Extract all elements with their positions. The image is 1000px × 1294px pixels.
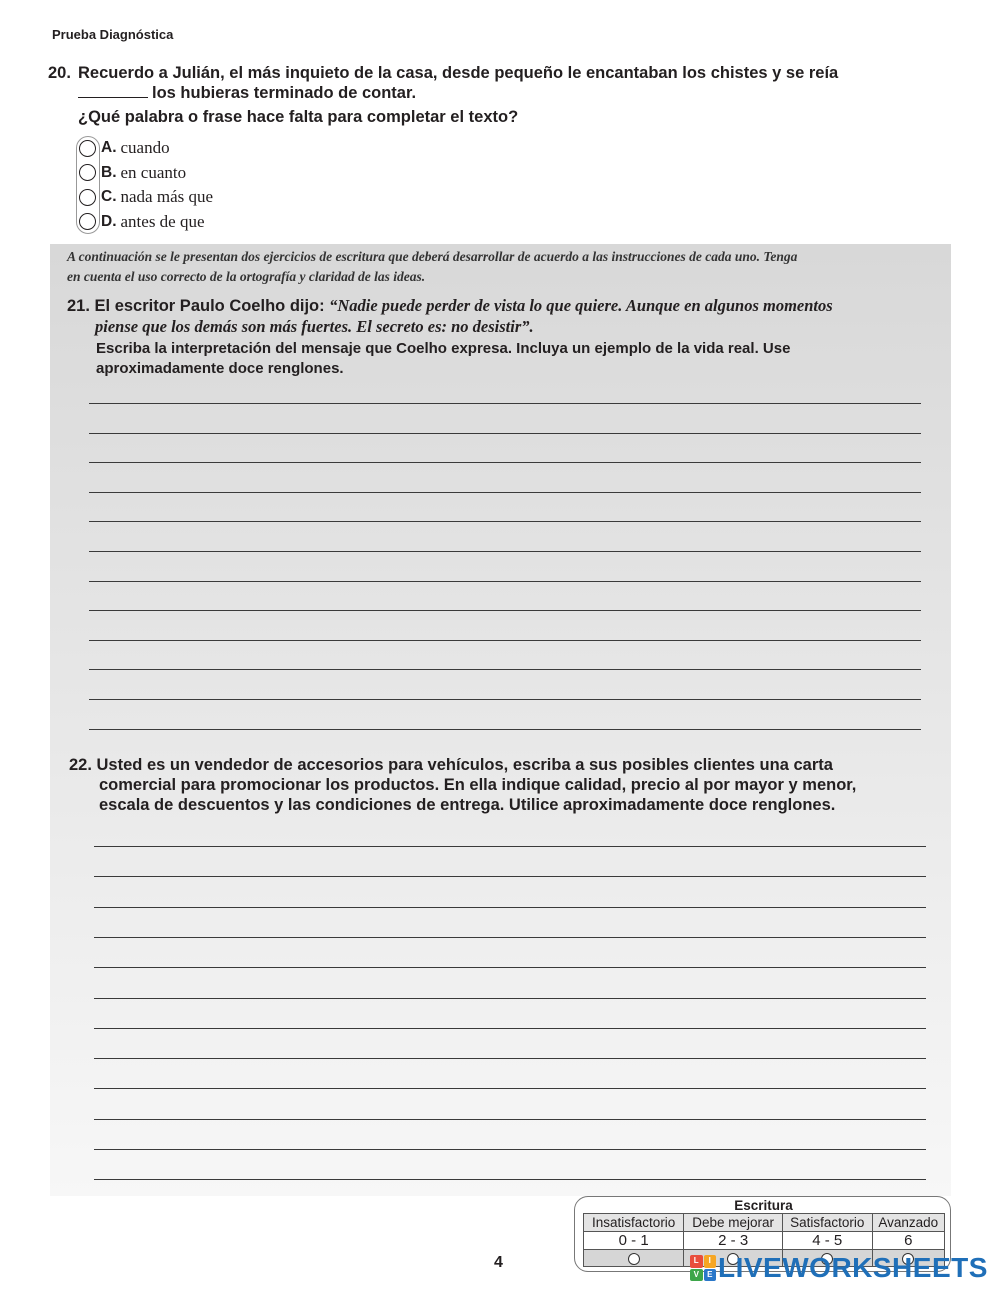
page-number: 4: [494, 1254, 503, 1271]
question-22-line1: 22. Usted es un vendedor de accesorios para vehículos, escriba a sus posibles clientes una carta: [69, 756, 833, 774]
option-letter: B.: [101, 163, 117, 181]
answer-line[interactable]: [94, 1119, 926, 1120]
coelho-quote-line1: “Nadie puede perder de vista lo que quiere. Aunque en algunos momentos: [329, 296, 833, 315]
instruction-line2: aproximadamente doce renglones.: [96, 360, 344, 377]
question-stem-line2: los hubieras terminado de contar.: [152, 84, 417, 102]
option-b[interactable]: [76, 161, 256, 186]
answer-line[interactable]: [89, 669, 921, 670]
answer-line[interactable]: [89, 551, 921, 552]
brand-icon-tile: L: [690, 1255, 703, 1268]
answer-line[interactable]: [89, 729, 921, 730]
brand-icon-tile: V: [690, 1269, 703, 1282]
option-c[interactable]: [76, 185, 256, 210]
brand-icon-tile: E: [704, 1269, 717, 1282]
option-a[interactable]: [76, 136, 256, 161]
answer-line[interactable]: [94, 937, 926, 938]
radio-bubble-icon[interactable]: [79, 140, 96, 157]
answer-options: [76, 136, 256, 234]
answer-line[interactable]: [94, 998, 926, 999]
instructions-line2: en cuenta el uso correcto de la ortografía y claridad de las ideas.: [67, 269, 426, 284]
rubric-level-range: 4 - 5: [782, 1232, 872, 1250]
option-text: antes de que: [120, 211, 205, 231]
page-header: Prueba Diagnóstica: [52, 27, 174, 42]
question-stem-line1: Recuerdo a Julián, el más inquieto de la casa, desde pequeño le encantaban los chistes y se reía: [78, 64, 839, 82]
option-letter: A.: [101, 139, 117, 157]
answer-line[interactable]: [94, 1028, 926, 1029]
instruction-line1: Escriba la interpretación del mensaje que Coelho expresa. Incluya un ejemplo de la vida real. Use: [96, 340, 791, 357]
radio-bubble-icon[interactable]: [79, 189, 96, 206]
answer-line[interactable]: [89, 699, 921, 700]
answer-lines-22[interactable]: [94, 846, 926, 1186]
answer-line[interactable]: [94, 907, 926, 908]
answer-line[interactable]: [94, 1058, 926, 1059]
question-21: [67, 296, 927, 337]
answer-line[interactable]: [94, 846, 926, 847]
rubric-level-label: Avanzado: [872, 1214, 944, 1232]
answer-line[interactable]: [94, 1149, 926, 1150]
rubric-level-range: 6: [872, 1232, 944, 1250]
option-letter: D.: [101, 212, 117, 230]
answer-line[interactable]: [94, 1088, 926, 1089]
answer-line[interactable]: [89, 433, 921, 434]
fill-in-blank: [78, 83, 148, 98]
radio-bubble-icon[interactable]: [79, 213, 96, 230]
question-21-instruction: [96, 339, 896, 379]
brand-wordmark: LIVEWORKSHEETS: [718, 1252, 988, 1283]
option-d[interactable]: [76, 210, 256, 235]
answer-line[interactable]: [94, 876, 926, 877]
question-number: 20.: [48, 64, 71, 82]
answer-lines-21[interactable]: [89, 403, 921, 743]
rubric-level-range: 2 - 3: [684, 1232, 783, 1250]
rubric-level-label: Satisfactorio: [782, 1214, 872, 1232]
radio-bubble-icon[interactable]: [628, 1253, 640, 1265]
answer-line[interactable]: [89, 610, 921, 611]
answer-line[interactable]: [89, 492, 921, 493]
question-21-lead: 21. El escritor Paulo Coelho dijo:: [67, 297, 325, 315]
writing-instructions: [67, 247, 947, 287]
answer-line[interactable]: [89, 462, 921, 463]
brand-icon-tile: I: [704, 1255, 717, 1268]
answer-line[interactable]: [89, 640, 921, 641]
liveworksheets-icon: [690, 1255, 716, 1281]
coelho-quote-line2: piense que los demás son más fuertes. El secreto es: no desistir”.: [95, 317, 534, 336]
rubric-level-label: Debe mejorar: [684, 1214, 783, 1232]
answer-line[interactable]: [89, 403, 921, 404]
rubric-title: Escritura: [734, 1198, 793, 1213]
question-22-line2: comercial para promocionar los productos. En ella indique calidad, precio al por mayor y menor,: [99, 776, 857, 794]
option-text: nada más que: [120, 187, 214, 207]
answer-line[interactable]: [89, 521, 921, 522]
question-20: [48, 63, 948, 103]
answer-line[interactable]: [89, 581, 921, 582]
rubric-bubble-cell[interactable]: [584, 1250, 684, 1267]
question-20-prompt: ¿Qué palabra o frase hace falta para completar el texto?: [78, 108, 519, 126]
instructions-line1: A continuación se le presentan dos ejercicios de escritura que deberá desarrollar de acuerdo a las instrucciones de cada uno. Tenga: [67, 249, 798, 264]
rubric-level-range: 0 - 1: [584, 1232, 684, 1250]
question-22: [69, 755, 939, 815]
option-text: en cuanto: [120, 162, 187, 182]
question-22-line3: escala de descuentos y las condiciones de entrega. Utilice aproximadamente doce renglones.: [99, 796, 836, 814]
radio-bubble-icon[interactable]: [79, 164, 96, 181]
answer-line[interactable]: [94, 1179, 926, 1180]
liveworksheets-logo: [690, 1252, 988, 1284]
rubric-level-label: Insatisfactorio: [584, 1214, 684, 1232]
option-text: cuando: [120, 138, 170, 158]
answer-line[interactable]: [94, 967, 926, 968]
option-letter: C.: [101, 188, 117, 206]
